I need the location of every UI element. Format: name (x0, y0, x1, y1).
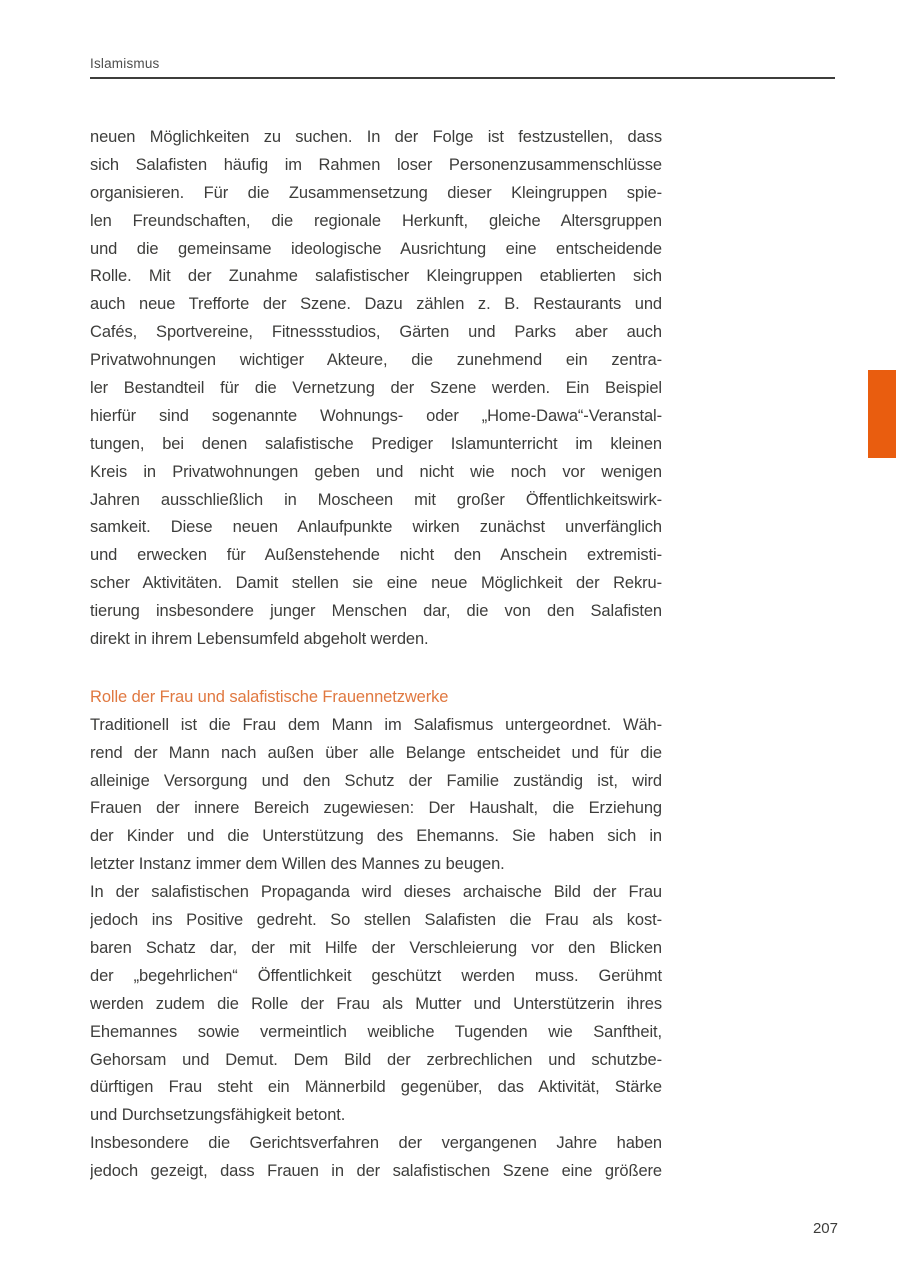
chapter-thumb-marker (868, 370, 896, 458)
text-line: und erwecken für Außenstehende nicht den Anschein extremisti- (90, 546, 662, 565)
text-line: ler Bestandteil für die Vernetzung der Szene werden. Ein Beispiel (90, 379, 662, 398)
text-line: werden zudem die Rolle der Frau als Mutter und Unterstützerin ihres (90, 994, 662, 1013)
text-line: Privatwohnungen wichtiger Akteure, die zunehmend ein zentra- (90, 351, 662, 370)
text-line: Kreis in Privatwohnungen geben und nicht wie noch vor wenigen (90, 462, 662, 481)
section-heading: Rolle der Frau und salafistische Frauennetzwerke (90, 687, 449, 706)
page-number: 207 (812, 1220, 838, 1237)
text-line: baren Schatz dar, der mit Hilfe der Verschleierung vor den Blicken (90, 938, 662, 957)
body-paragraph (90, 712, 662, 879)
text-line: direkt in ihrem Lebensumfeld abgeholt werden. (90, 630, 429, 649)
body-paragraph (90, 879, 662, 1130)
text-line: In der salafistischen Propaganda wird dieses archaische Bild der Frau (90, 883, 662, 902)
text-line: Frauen der innere Bereich zugewiesen: Der Haushalt, die Erziehung (90, 799, 662, 818)
text-line: alleinige Versorgung und den Schutz der Familie zuständig ist, wird (90, 771, 662, 790)
text-line: und Durchsetzungsfähigkeit betont. (90, 1106, 346, 1125)
text-line: dürftigen Frau steht ein Männerbild gegenüber, das Aktivität, Stärke (90, 1078, 662, 1097)
text-line: jedoch ins Positive gedreht. So stellen Salafisten die Frau als kost- (90, 911, 662, 930)
text-line: jedoch gezeigt, dass Frauen in der salafistischen Szene eine größere (90, 1162, 662, 1181)
text-line: Traditionell ist die Frau dem Mann im Salafismus untergeordnet. Wäh- (90, 715, 662, 734)
body-paragraph (90, 124, 662, 654)
text-line: der Kinder und die Unterstützung des Ehemanns. Sie haben sich in (90, 827, 662, 846)
text-line: Rolle. Mit der Zunahme salafistischer Kleingruppen etablierten sich (90, 267, 662, 286)
text-line: Gehorsam und Demut. Dem Bild der zerbrechlichen und schutzbe- (90, 1050, 662, 1069)
text-line: rend der Mann nach außen über alle Belange entscheidet und für die (90, 743, 662, 762)
text-line: samkeit. Diese neuen Anlaufpunkte wirken zunächst unverfänglich (90, 518, 662, 537)
text-column (90, 124, 662, 1186)
text-line: sich Salafisten häufig im Rahmen loser Personenzusammenschlüsse (90, 155, 662, 174)
running-header-title: Islamismus (90, 56, 160, 71)
text-line: und die gemeinsame ideologische Ausrichtung eine entscheidende (90, 239, 662, 258)
text-line: Cafés, Sportvereine, Fitnessstudios, Gärten und Parks aber auch (90, 323, 662, 342)
text-line: Ehemannes sowie vermeintlich weibliche Tugenden wie Sanftheit, (90, 1022, 662, 1041)
text-line: Jahren ausschließlich in Moscheen mit großer Öffentlichkeitswirk- (90, 490, 662, 509)
text-line: der „begehrlichen“ Öffentlichkeit geschützt werden muss. Gerühmt (90, 966, 662, 985)
text-line: organisieren. Für die Zusammensetzung dieser Kleingruppen spie- (90, 183, 662, 202)
text-line: scher Aktivitäten. Damit stellen sie eine neue Möglichkeit der Rekru- (90, 574, 662, 593)
text-line: tungen, bei denen salafistische Prediger Islamunterricht im kleinen (90, 434, 662, 453)
paragraph-gap (90, 654, 662, 684)
body-paragraph (90, 1130, 662, 1186)
text-line: tierung insbesondere junger Menschen dar, die von den Salafisten (90, 602, 662, 621)
header-rule (90, 77, 835, 79)
text-line: Insbesondere die Gerichtsverfahren der vergangenen Jahre haben (90, 1134, 662, 1153)
text-line: neuen Möglichkeiten zu suchen. In der Folge ist festzustellen, dass (90, 128, 662, 146)
text-line: letzter Instanz immer dem Willen des Mannes zu beugen. (90, 855, 505, 874)
text-line: len Freundschaften, die regionale Herkunft, gleiche Altersgruppen (90, 211, 662, 230)
text-line: hierfür sind sogenannte Wohnungs- oder „Home-Dawa“-Veranstal- (90, 406, 662, 425)
text-line: auch neue Trefforte der Szene. Dazu zählen z. B. Restaurants und (90, 295, 662, 314)
